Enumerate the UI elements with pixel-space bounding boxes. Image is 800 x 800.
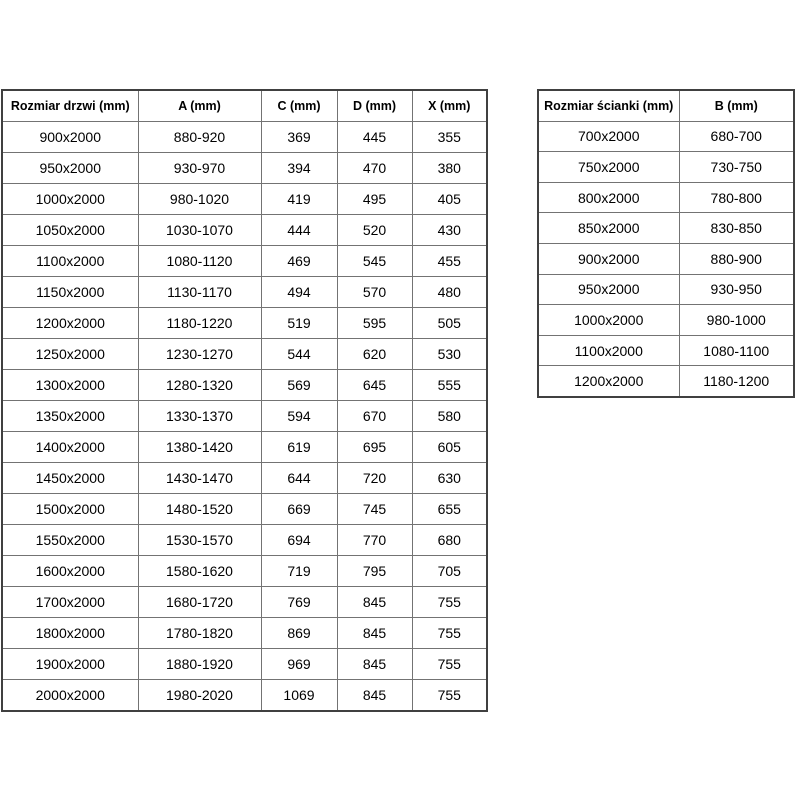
- table-cell: 950x2000: [538, 274, 679, 305]
- table-cell: 769: [261, 587, 337, 618]
- table-row: [2, 618, 487, 649]
- column-header: X (mm): [412, 90, 487, 122]
- table-cell: 1100x2000: [538, 335, 679, 366]
- table-cell: 845: [337, 618, 412, 649]
- table-cell: 470: [337, 153, 412, 184]
- table-cell: 1180-1220: [138, 308, 261, 339]
- table-cell: 880-920: [138, 122, 261, 153]
- table-row: [2, 494, 487, 525]
- table-cell: 770: [337, 525, 412, 556]
- table-cell: 644: [261, 463, 337, 494]
- table-row: [2, 587, 487, 618]
- table-cell: 630: [412, 463, 487, 494]
- table-row: [2, 556, 487, 587]
- table-cell: 850x2000: [538, 213, 679, 244]
- table-cell: 369: [261, 122, 337, 153]
- table-cell: 845: [337, 649, 412, 680]
- table-cell: 355: [412, 122, 487, 153]
- table-cell: 750x2000: [538, 152, 679, 183]
- column-header: C (mm): [261, 90, 337, 122]
- table-cell: 430: [412, 215, 487, 246]
- table-cell: 680-700: [679, 121, 794, 152]
- table-cell: 444: [261, 215, 337, 246]
- table-row: [2, 308, 487, 339]
- table-cell: 1400x2000: [2, 432, 138, 463]
- table-cell: 755: [412, 618, 487, 649]
- table-row: [538, 243, 794, 274]
- table-cell: 745: [337, 494, 412, 525]
- table-cell: 455: [412, 246, 487, 277]
- table-cell: 505: [412, 308, 487, 339]
- table-cell: 2000x2000: [2, 680, 138, 712]
- table-cell: 1280-1320: [138, 370, 261, 401]
- table-cell: 1130-1170: [138, 277, 261, 308]
- table-row: [2, 215, 487, 246]
- table-cell: 695: [337, 432, 412, 463]
- table-cell: 1080-1100: [679, 335, 794, 366]
- table-cell: 1430-1470: [138, 463, 261, 494]
- column-header: B (mm): [679, 90, 794, 121]
- table-cell: 1300x2000: [2, 370, 138, 401]
- table-cell: 494: [261, 277, 337, 308]
- table-cell: 845: [337, 587, 412, 618]
- table-cell: 1250x2000: [2, 339, 138, 370]
- table-cell: 595: [337, 308, 412, 339]
- table-row: [2, 153, 487, 184]
- table-cell: 1900x2000: [2, 649, 138, 680]
- table-row: [538, 121, 794, 152]
- table-cell: 670: [337, 401, 412, 432]
- table-cell: 380: [412, 153, 487, 184]
- table-cell: 830-850: [679, 213, 794, 244]
- table-cell: 1150x2000: [2, 277, 138, 308]
- table-row: [538, 152, 794, 183]
- table-cell: 1100x2000: [2, 246, 138, 277]
- table-cell: 445: [337, 122, 412, 153]
- table-cell: 1000x2000: [538, 305, 679, 336]
- column-header: D (mm): [337, 90, 412, 122]
- table-row: [2, 339, 487, 370]
- column-header: Rozmiar ścianki (mm): [538, 90, 679, 121]
- table-row: [2, 432, 487, 463]
- table-cell: 1500x2000: [2, 494, 138, 525]
- table-row: [2, 649, 487, 680]
- table-row: [538, 213, 794, 244]
- table-cell: 645: [337, 370, 412, 401]
- table-cell: 1069: [261, 680, 337, 712]
- table-cell: 869: [261, 618, 337, 649]
- table-cell: 545: [337, 246, 412, 277]
- table-cell: 755: [412, 587, 487, 618]
- table-cell: 1880-1920: [138, 649, 261, 680]
- table-cell: 620: [337, 339, 412, 370]
- table-cell: 570: [337, 277, 412, 308]
- table-cell: 1600x2000: [2, 556, 138, 587]
- header-row: [538, 90, 794, 121]
- column-header: Rozmiar drzwi (mm): [2, 90, 138, 122]
- table-cell: 880-900: [679, 243, 794, 274]
- table-cell: 1480-1520: [138, 494, 261, 525]
- table-cell: 1230-1270: [138, 339, 261, 370]
- table-cell: 1450x2000: [2, 463, 138, 494]
- table-row: [538, 274, 794, 305]
- table-cell: 1350x2000: [2, 401, 138, 432]
- table-cell: 655: [412, 494, 487, 525]
- table-cell: 780-800: [679, 182, 794, 213]
- table-cell: 700x2000: [538, 121, 679, 152]
- table-cell: 1080-1120: [138, 246, 261, 277]
- table-cell: 619: [261, 432, 337, 463]
- table-cell: 980-1000: [679, 305, 794, 336]
- table-cell: 1030-1070: [138, 215, 261, 246]
- table-cell: 544: [261, 339, 337, 370]
- table-cell: 1980-2020: [138, 680, 261, 712]
- table-cell: 720: [337, 463, 412, 494]
- door-dimensions-table: [1, 89, 488, 712]
- table-cell: 900x2000: [2, 122, 138, 153]
- table-cell: 900x2000: [538, 243, 679, 274]
- table-cell: 555: [412, 370, 487, 401]
- table-cell: 755: [412, 649, 487, 680]
- table-cell: 1380-1420: [138, 432, 261, 463]
- table-cell: 755: [412, 680, 487, 712]
- table-cell: 569: [261, 370, 337, 401]
- table-cell: 495: [337, 184, 412, 215]
- table-row: [2, 246, 487, 277]
- table-row: [2, 184, 487, 215]
- table-cell: 394: [261, 153, 337, 184]
- table-row: [2, 680, 487, 712]
- table-cell: 930-970: [138, 153, 261, 184]
- table-cell: 1330-1370: [138, 401, 261, 432]
- table-cell: 800x2000: [538, 182, 679, 213]
- wall-panel-dimensions-table: [537, 89, 795, 398]
- table-cell: 1000x2000: [2, 184, 138, 215]
- table-cell: 705: [412, 556, 487, 587]
- header-row: [2, 90, 487, 122]
- table-cell: 980-1020: [138, 184, 261, 215]
- table-cell: 795: [337, 556, 412, 587]
- table-cell: 730-750: [679, 152, 794, 183]
- table-row: [2, 370, 487, 401]
- table-cell: 519: [261, 308, 337, 339]
- table-cell: 469: [261, 246, 337, 277]
- table-cell: 669: [261, 494, 337, 525]
- table-cell: 1200x2000: [538, 366, 679, 397]
- table-cell: 405: [412, 184, 487, 215]
- table-cell: 480: [412, 277, 487, 308]
- table-cell: 594: [261, 401, 337, 432]
- table-cell: 1700x2000: [2, 587, 138, 618]
- table-cell: 419: [261, 184, 337, 215]
- table-row: [538, 335, 794, 366]
- table-cell: 1550x2000: [2, 525, 138, 556]
- table-cell: 605: [412, 432, 487, 463]
- table-cell: 969: [261, 649, 337, 680]
- table-row: [2, 525, 487, 556]
- table-cell: 1580-1620: [138, 556, 261, 587]
- table-cell: 1050x2000: [2, 215, 138, 246]
- table-cell: 1780-1820: [138, 618, 261, 649]
- table-cell: 930-950: [679, 274, 794, 305]
- table-cell: 520: [337, 215, 412, 246]
- table-cell: 845: [337, 680, 412, 712]
- column-header: A (mm): [138, 90, 261, 122]
- table-row: [2, 463, 487, 494]
- table-cell: 1530-1570: [138, 525, 261, 556]
- table-cell: 950x2000: [2, 153, 138, 184]
- table-cell: 719: [261, 556, 337, 587]
- table-cell: 530: [412, 339, 487, 370]
- table-cell: 694: [261, 525, 337, 556]
- table-cell: 1800x2000: [2, 618, 138, 649]
- table-row: [2, 277, 487, 308]
- table-cell: 1680-1720: [138, 587, 261, 618]
- table-row: [538, 182, 794, 213]
- table-row: [538, 305, 794, 336]
- table-cell: 580: [412, 401, 487, 432]
- table-cell: 1180-1200: [679, 366, 794, 397]
- table-row: [538, 366, 794, 397]
- table-cell: 1200x2000: [2, 308, 138, 339]
- table-row: [2, 401, 487, 432]
- table-row: [2, 122, 487, 153]
- table-cell: 680: [412, 525, 487, 556]
